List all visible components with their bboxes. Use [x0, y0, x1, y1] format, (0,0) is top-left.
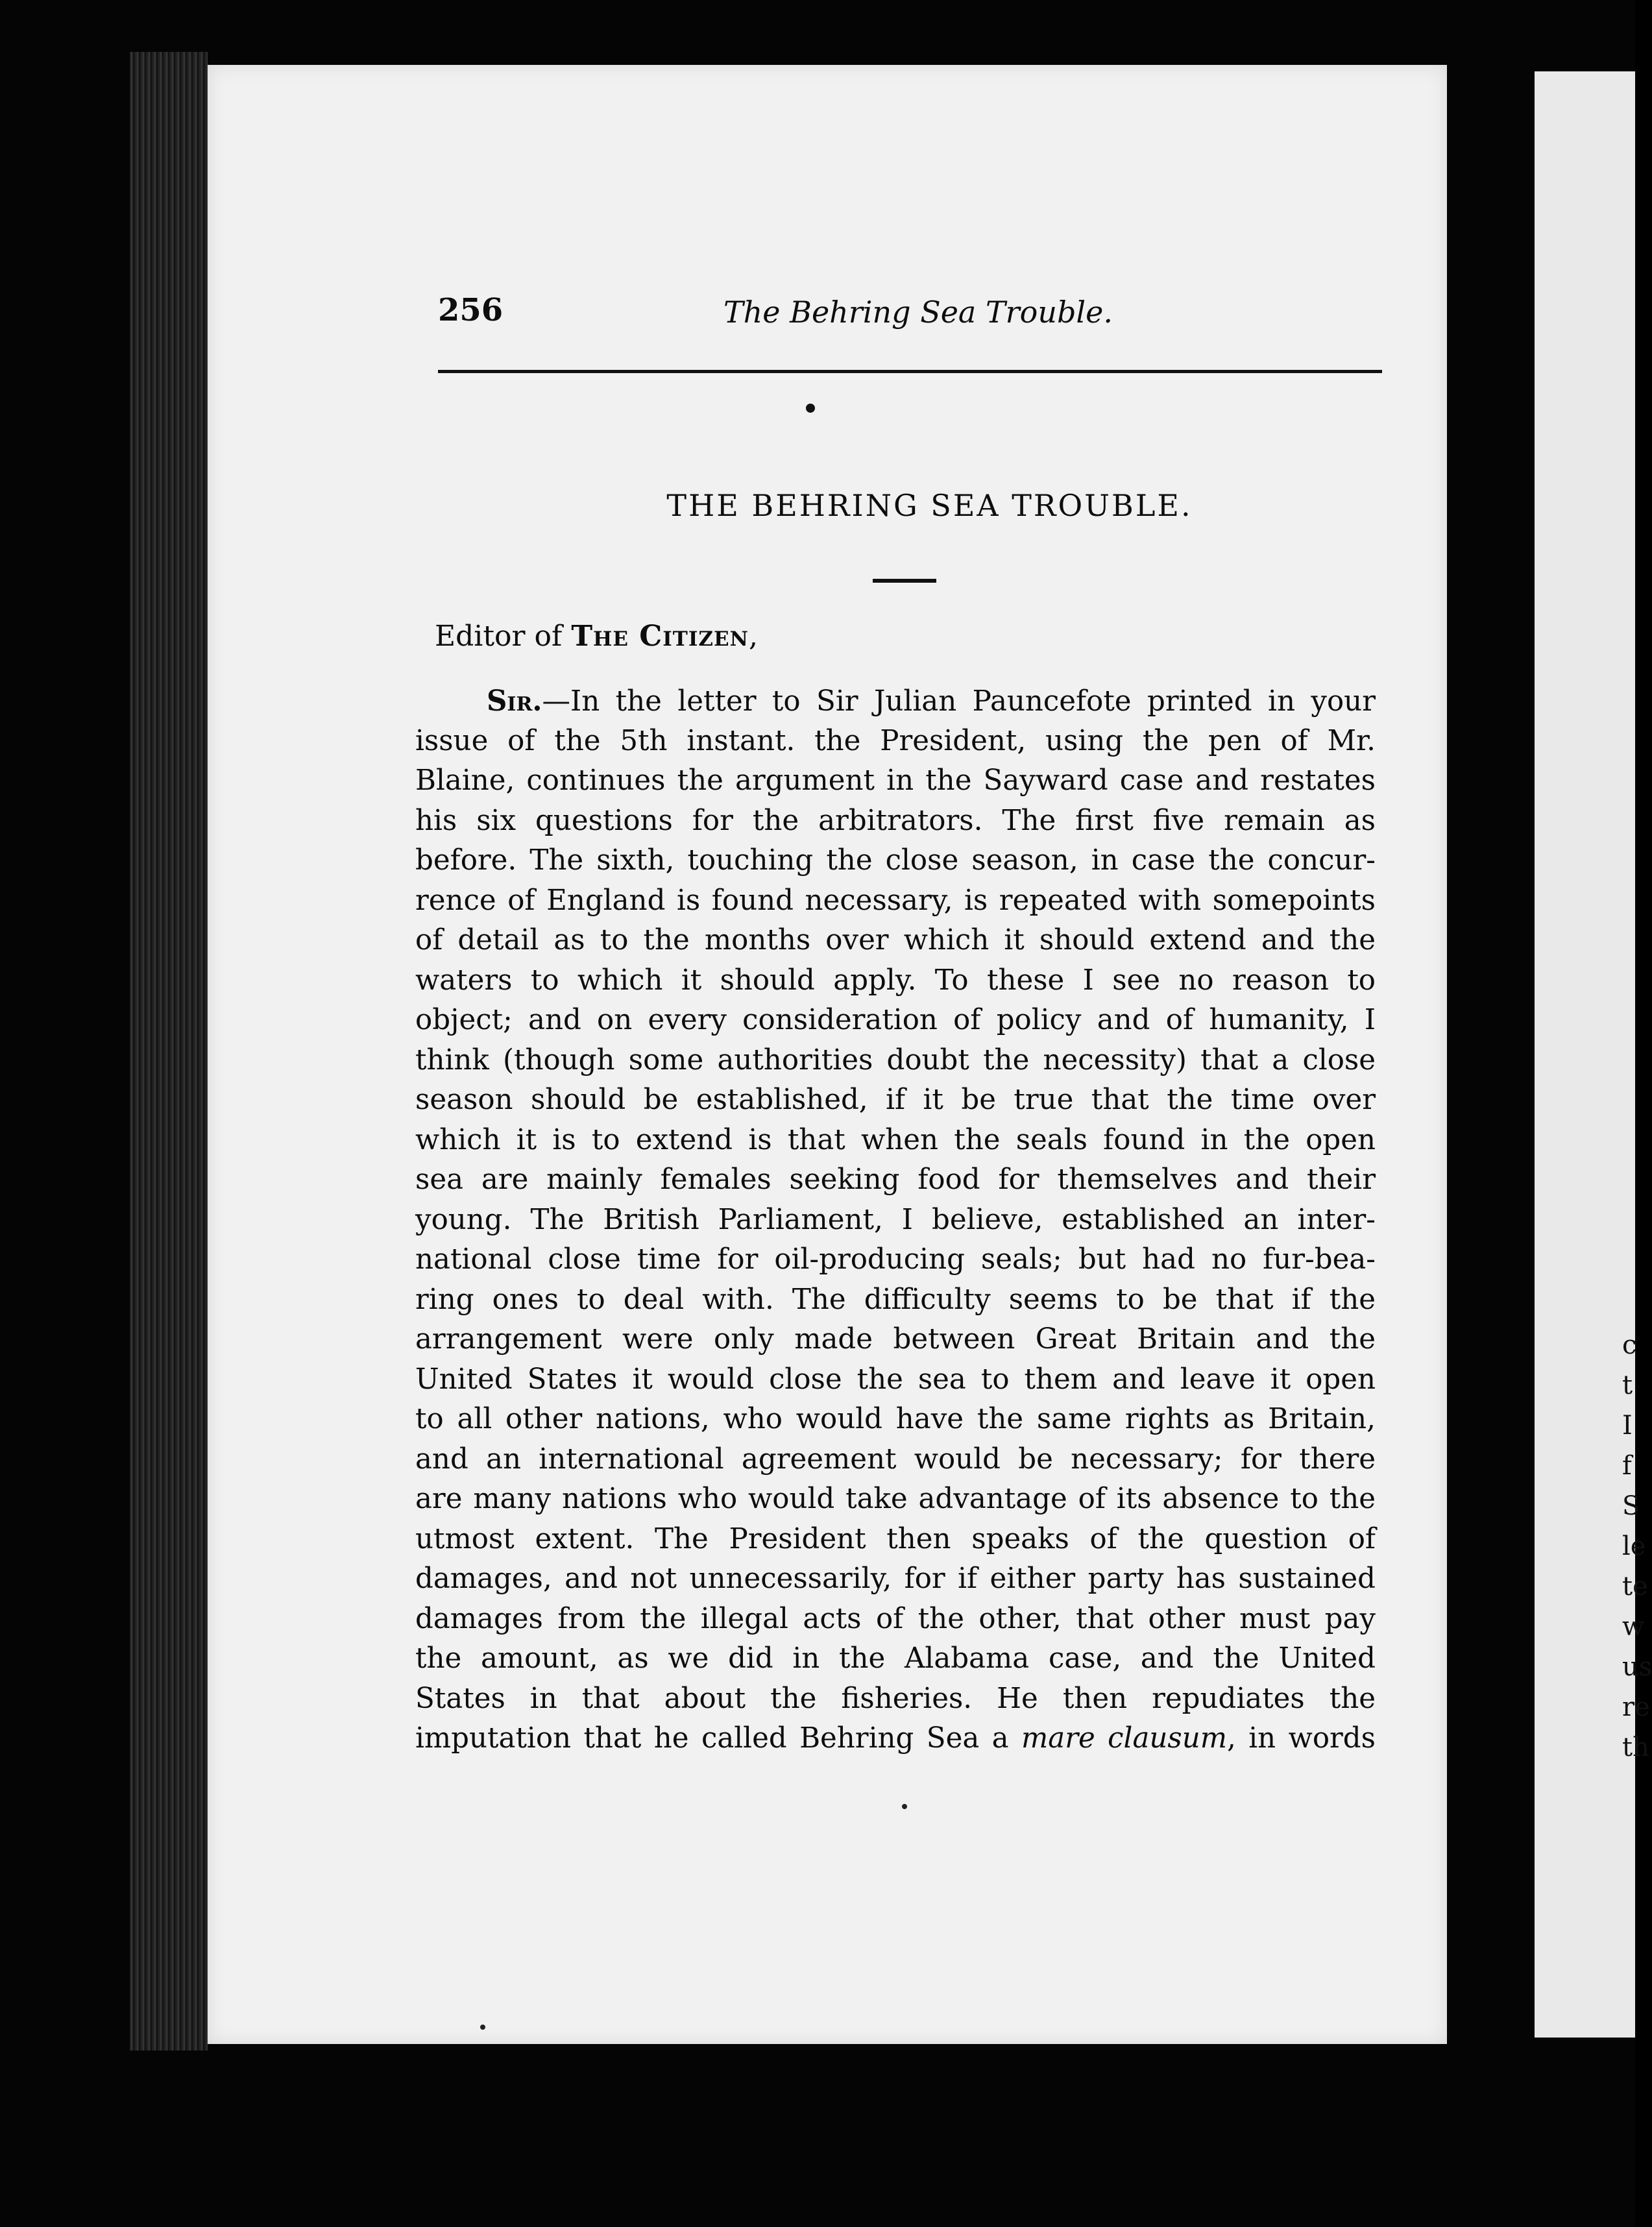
body-line: the amount, as we did in the Alabama case, and the United: [415, 1642, 1376, 1675]
body-line: States in that about the fisheries. He then repudiates the: [415, 1682, 1376, 1715]
body-line: season should be established, if it be true that the time over: [415, 1084, 1376, 1116]
body-line: to all other nations, who would have the same rights as Britain,: [415, 1403, 1376, 1435]
body-line: sea are mainly females seeking food for themselves and their: [415, 1163, 1376, 1196]
body-line: [415, 1719, 1376, 1759]
salutation-prefix: Editor of: [435, 620, 572, 653]
letter-body: [415, 681, 1376, 1759]
print-dot: [806, 404, 815, 413]
salutation-suffix: ,: [748, 620, 758, 653]
running-head: [438, 292, 1385, 344]
scan-speck: [902, 1804, 907, 1809]
body-line: issue of the 5th instant. the President, using the pen of Mr.: [415, 724, 1376, 757]
next-page-letter: te: [1622, 1572, 1648, 1601]
body-line: are many nations who would take advantage of its absence to the: [415, 1483, 1376, 1515]
article-title: THE BEHRING SEA TROUBLE.: [666, 488, 1193, 523]
body-line: United States it would close the sea to them and leave it open: [415, 1363, 1376, 1396]
body-line: rence of England is found necessary, is repeated with somepoints: [415, 884, 1376, 917]
body-line-text: , in words: [1227, 1722, 1376, 1755]
body-line: young. The British Parliament, I believe, established an inter-: [415, 1203, 1376, 1236]
body-line: [415, 681, 1376, 722]
body-line: which it is to extend is that when the seals found in the open: [415, 1123, 1376, 1156]
body-line: of detail as to the months over which it should extend and the: [415, 924, 1376, 956]
running-title: The Behring Sea Trouble.: [723, 295, 1113, 330]
body-line: damages, and not unnecessarily, for if either party has sustained: [415, 1563, 1376, 1595]
body-line: and an international agreement would be necessary; for there: [415, 1442, 1376, 1476]
next-page-letter: S: [1622, 1491, 1640, 1521]
next-page-letter: c: [1622, 1330, 1637, 1360]
salutation-name: The Citizen: [571, 620, 749, 653]
next-page-letter: f: [1622, 1451, 1632, 1481]
salutation-sir: Sir.: [487, 685, 542, 718]
body-line: national close time for oil-producing seals; but had no fur-bea-: [415, 1243, 1376, 1276]
scan-speck: [480, 2025, 485, 2030]
next-page-edge: [1535, 71, 1635, 2038]
next-page-letter: us: [1622, 1652, 1652, 1682]
next-page-letter: I: [1622, 1411, 1633, 1441]
body-line-text: imputation that he called Behring Sea a: [415, 1722, 1022, 1755]
title-dash: [873, 579, 936, 583]
body-line: object; and on every consideration of policy and of humanity, I: [415, 1004, 1376, 1036]
body-line: think (though some authorities doubt the necessity) that a close: [415, 1043, 1376, 1077]
body-line: arrangement were only made between Great Britain and the: [415, 1323, 1376, 1356]
body-line: waters to which it should apply. To these I see no reason to: [415, 964, 1376, 997]
body-line: before. The sixth, touching the close season, in case the concur-: [415, 844, 1376, 877]
body-line: utmost extent. The President then speaks of the question of: [415, 1522, 1376, 1555]
next-page-letter: t: [1622, 1370, 1633, 1400]
body-line: his six questions for the arbitrators. The first five remain as: [415, 804, 1376, 837]
latin-phrase: mare clausum: [1021, 1722, 1227, 1755]
header-rule: [438, 370, 1382, 373]
book-fore-edge: [130, 52, 208, 2051]
body-line-text: —In the letter to Sir Julian Pauncefote printed in your: [542, 685, 1376, 718]
next-page-letter: re: [1622, 1692, 1650, 1722]
body-line: ring ones to deal with. The difficulty seems to be that if the: [415, 1283, 1376, 1316]
next-page-letter: w: [1622, 1612, 1645, 1642]
body-line: damages from the illegal acts of the other, that other must pay: [415, 1602, 1376, 1635]
next-page-letter: le: [1622, 1531, 1646, 1561]
page-number: 256: [438, 292, 504, 328]
salutation: [435, 620, 758, 653]
body-line: Blaine, continues the argument in the Sayward case and restates: [415, 764, 1376, 797]
next-page-letter: th: [1622, 1733, 1649, 1762]
